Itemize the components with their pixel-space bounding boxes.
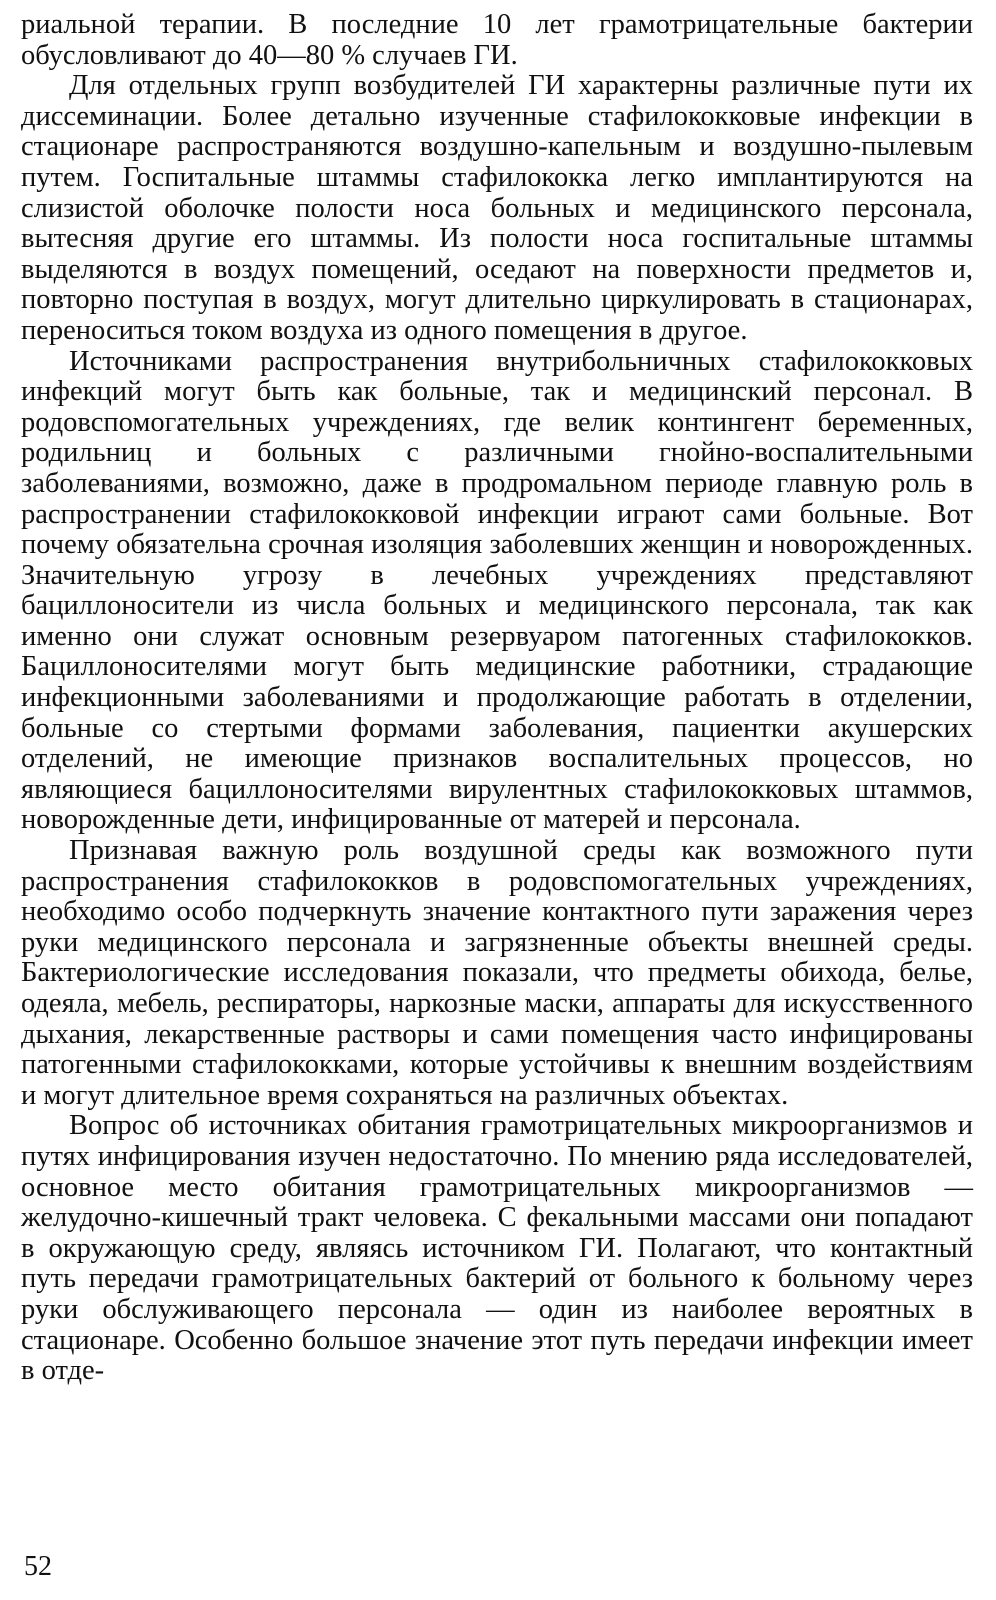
paragraph-5: Вопрос об источниках обитания грамотрицательных микроорганизмов и путях инфицирования изучен недостаточно. По мнению ряда исследователей, основное место обитания грамотрицательных микроорганизмов — желудочно-кишечный тракт человека. С фекальными массами они попадают в окружающую среду, являясь источником ГИ. Полагают, что контактный путь передачи грамотрицательных бактерий от больного к больному через руки обслуживающего персонала — один из наиболее вероятных в стационаре. Особенно большое значение этот путь передачи инфекции имеет в отде- (21, 1110, 973, 1387)
paragraph-3: Источниками распространения внутрибольничных стафилококковых инфекций могут быть как больные, так и медицинский персонал. В родовспомогательных учреждениях, где велик контингент беременных, родильниц и больных с различными гнойно-воспалительными заболеваниями, возможно, даже в продромальном периоде главную роль в распространении стафилококковой инфекции играют сами больные. Вот почему обязательна срочная изоляция заболевших женщин и новорожденных. Значительную угрозу в лечебных учреждениях представляют бациллоносители из числа больных и медицинского персонала, так как именно они служат основным резервуаром патогенных стафилококков. Бациллоносителями могут быть медицинские работники, страдающие инфекционными заболеваниями и продолжающие работать в отделении, больные со стертыми формами заболевания, пациентки акушерских отделений, не имеющие признаков воспалительных процессов, но являющиеся бациллоносителями вирулентных стафилококковых штаммов, новорожденные дети, инфицированные от матерей и персонала. (21, 345, 973, 836)
page-body (21, 10, 973, 1387)
paragraph-1: риальной терапии. В последние 10 лет грамотрицательные бактерии обусловливают до 40—80 % случаев ГИ. (21, 9, 973, 71)
paragraph-4: Признавая важную роль воздушной среды как возможного пути распространения стафилококков в родовспомогательных учреждениях, необходимо особо подчеркнуть значение контактного пути заражения через руки медицинского персонала и загрязненные объекты внешней среды. Бактериологические исследования показали, что предметы обихода, белье, одеяла, мебель, респираторы, наркозные маски, аппараты для искусственного дыхания, лекарственные растворы и сами помещения часто инфицированы патогенными стафилококками, которые устойчивы к внешним воздействиям и могут длительное время сохраняться на различных объектах. (21, 835, 973, 1111)
page-number: 52 (24, 1551, 52, 1582)
paragraph-2: Для отдельных групп возбудителей ГИ характерны различные пути их диссеминации. Более детально изученные стафилококковые инфекции в стационаре распространяются воздушно-капельным и воздушно-пылевым путем. Госпитальные штаммы стафилококка легко имплантируются на слизистой оболочке полости носа больных и медицинского персонала, вытесняя другие его штаммы. Из полости носа госпитальные штаммы выделяются в воздух помещений, оседают на поверхности предметов и, повторно поступая в воздух, могут длительно циркулировать в стационарах, переноситься током воздуха из одного помещения в другое. (21, 70, 973, 346)
